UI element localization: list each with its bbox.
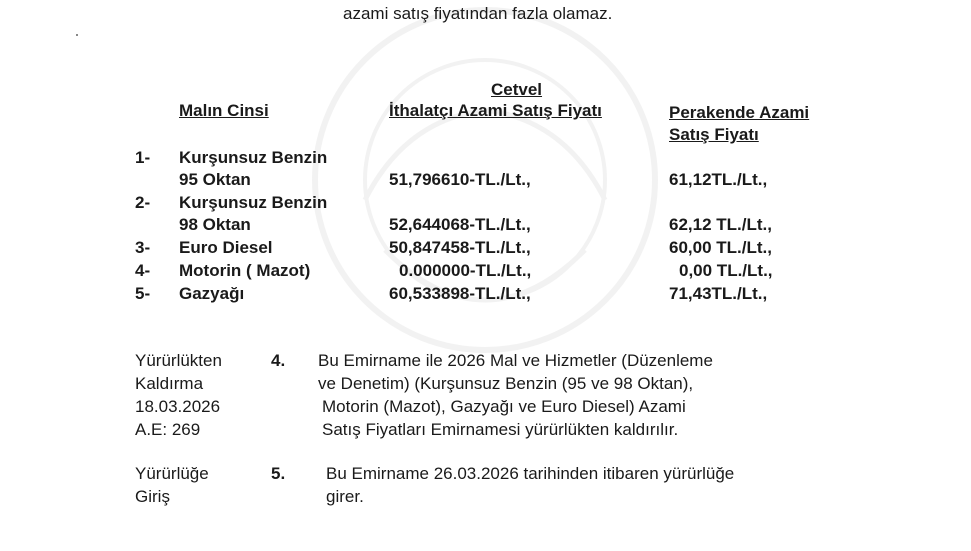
row-item-name: Gazyağı xyxy=(179,284,245,303)
section-margin-note: Yürürlükten xyxy=(135,351,222,370)
row-retail-price: 60,00 TL./Lt., xyxy=(669,238,772,257)
row-item-name-line2: 98 Oktan xyxy=(179,215,251,234)
row-number: 5- xyxy=(135,284,151,303)
intro-line-end: azami satış fiyatından fazla olamaz. xyxy=(343,4,613,23)
section-body-line: Motorin (Mazot), Gazyağı ve Euro Diesel) Azami xyxy=(322,397,686,416)
row-item-name: Euro Diesel xyxy=(179,238,273,257)
row-number: 2- xyxy=(135,193,151,212)
section-body-line: Satış Fiyatları Emirnamesi yürürlükten kaldırılır. xyxy=(322,420,679,439)
row-item-name: Motorin ( Mazot) xyxy=(179,261,311,280)
section-number: 4. xyxy=(271,351,286,370)
row-importer-price: 50,847458-TL./Lt., xyxy=(389,238,531,257)
table-title: Cetvel xyxy=(491,80,543,99)
row-retail-price: 0,00 TL./Lt., xyxy=(679,261,773,280)
row-item-name: Kurşunsuz Benzin xyxy=(179,148,328,167)
row-importer-price: 52,644068-TL./Lt., xyxy=(389,215,531,234)
scan-speck xyxy=(76,34,78,36)
section-margin-note: Yürürlüğe xyxy=(135,464,209,483)
section-number: 5. xyxy=(271,464,286,483)
section-body-line: Bu Emirname 26.03.2026 tarihinden itibaren yürürlüğe xyxy=(326,464,735,483)
section-body-line: girer. xyxy=(326,487,364,506)
row-number: 1- xyxy=(135,148,151,167)
row-number: 4- xyxy=(135,261,151,280)
row-retail-price: 71,43TL./Lt., xyxy=(669,284,768,303)
header-item: Malın Cinsi xyxy=(179,101,269,120)
header-retail-price-line1: Perakende Azami xyxy=(669,103,810,122)
section-margin-note: Giriş xyxy=(135,487,170,506)
row-importer-price: 60,533898-TL./Lt., xyxy=(389,284,531,303)
row-importer-price: 0.000000-TL./Lt., xyxy=(399,261,532,280)
row-number: 3- xyxy=(135,238,151,257)
section-margin-note: A.E: 269 xyxy=(135,420,201,439)
row-item-name: Kurşunsuz Benzin xyxy=(179,193,328,212)
header-retail-price-line2: Satış Fiyatı xyxy=(669,125,759,144)
row-retail-price: 61,12TL./Lt., xyxy=(669,170,768,189)
section-margin-note: Kaldırma xyxy=(135,374,204,393)
row-importer-price: 51,796610-TL./Lt., xyxy=(389,170,531,189)
section-body-line: Bu Emirname ile 2026 Mal ve Hizmetler (Düzenleme xyxy=(318,351,713,370)
section-body-line: ve Denetim) (Kurşunsuz Benzin (95 ve 98 Oktan), xyxy=(318,374,694,393)
section-margin-note: 18.03.2026 xyxy=(135,397,221,416)
row-item-name-line2: 95 Oktan xyxy=(179,170,251,189)
row-retail-price: 62,12 TL./Lt., xyxy=(669,215,772,234)
header-importer-price: İthalatçı Azami Satış Fiyatı xyxy=(389,101,602,120)
